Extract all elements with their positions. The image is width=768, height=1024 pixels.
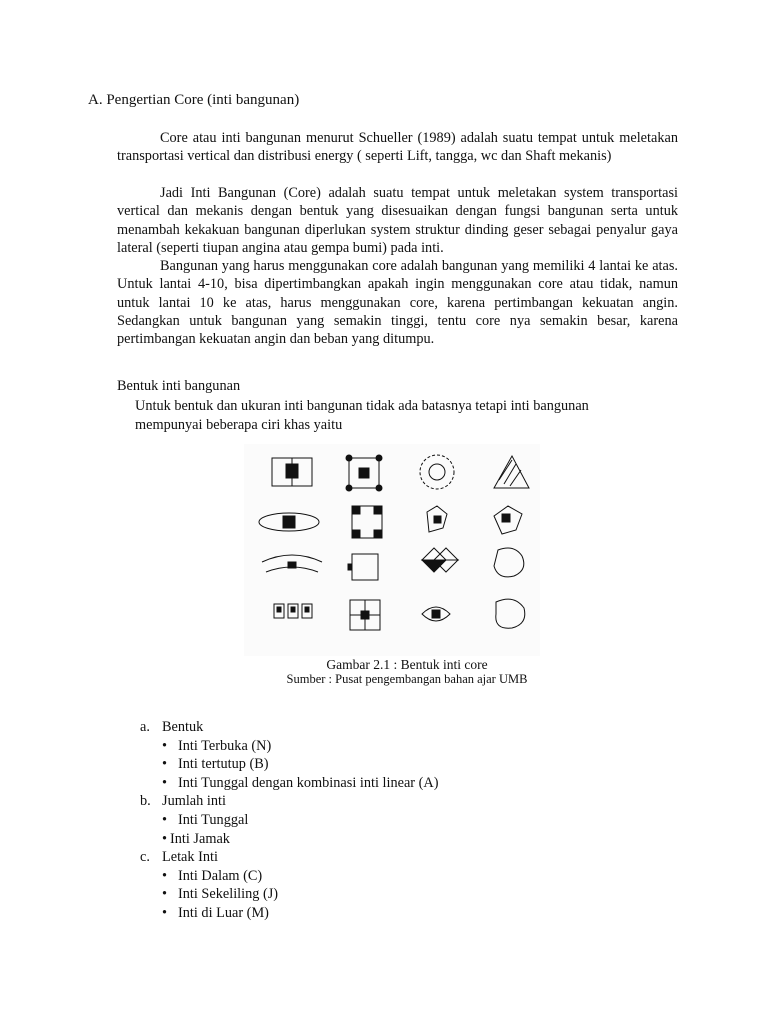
list-item: • Inti Jamak (140, 830, 439, 849)
list-group (140, 792, 439, 848)
paragraph-text: Core atau inti bangunan menurut Schueller (1989) adalah suatu tempat untuk meletakan transportasi vertical dan distribusi energy ( seperti Lift, tangga, wc dan Shaft mekanis) (117, 130, 678, 165)
list-letter: a. (140, 719, 150, 735)
paragraph-core-usage (117, 257, 678, 348)
bentuk-description: Untuk bentuk dan ukuran inti bangunan tidak ada batasnya tetapi inti bangunan mempunyai beberapa ciri khas yaitu (135, 398, 589, 433)
paragraph-text: Bangunan yang harus menggunakan core adalah bangunan yang memiliki 4 lantai ke atas. Untuk lantai 4-10, bisa dipertimbangkan apakah ingin menggunakan core atau tidak, namun untuk lantai 10 ke atas, harus menggunakan core, karena pertimbangan kekuatan angin. Sedangkan untuk bangunan yang semakin tinggi, tentu core nya semakin besar, karena pertimbangan kekuatan angin dan beban yang ditumpu. (117, 258, 678, 348)
list-group-label: Jumlah inti (162, 793, 226, 810)
bentuk-heading: Bentuk inti bangunan (117, 378, 241, 394)
paragraph-text: Jadi Inti Bangunan (Core) adalah suatu tempat untuk meletakan system transportasi vertical dan mekanis dengan bentuk yang disesuaikan dengan fungsi bangunan serta untuk menambah kekakuan bangunan diperlukan system struktur dinding geser sebagai penyalur gaya lateral (seperti tiupan angina atau gempa bumi) pada inti. (117, 185, 678, 256)
list-letter: c. (140, 849, 150, 866)
list-item: • Inti Tunggal dengan kombinasi inti linear (A) (140, 774, 439, 793)
figure-title: Gambar 2.1 : Bentuk inti core (326, 657, 488, 672)
paragraph-core-explanation (117, 184, 678, 257)
section-heading: A. Pengertian Core (inti bangunan) (88, 92, 300, 108)
list-letter: b. (140, 793, 151, 810)
list-item: • Inti di Luar (M) (140, 904, 439, 923)
list-group-label: Bentuk (162, 719, 204, 735)
list-item: • Inti Dalam (C) (140, 867, 439, 886)
list-group-label: Letak Inti (162, 849, 218, 866)
core-forms-diagram (244, 444, 540, 656)
list-item: • Inti Tunggal (140, 811, 439, 830)
paragraph-definition (117, 129, 678, 166)
core-characteristics-list (140, 718, 439, 923)
list-item: • Inti Terbuka (N) (140, 737, 439, 756)
list-item: • Inti tertutup (B) (140, 755, 439, 774)
core-forms-figure (244, 444, 540, 656)
figure-caption (270, 657, 544, 687)
list-item: • Inti Sekeliling (J) (140, 885, 439, 904)
list-group (140, 848, 439, 922)
figure-source: Sumber : Pusat pengembangan bahan ajar UMB (286, 672, 528, 686)
list-group (140, 718, 439, 792)
